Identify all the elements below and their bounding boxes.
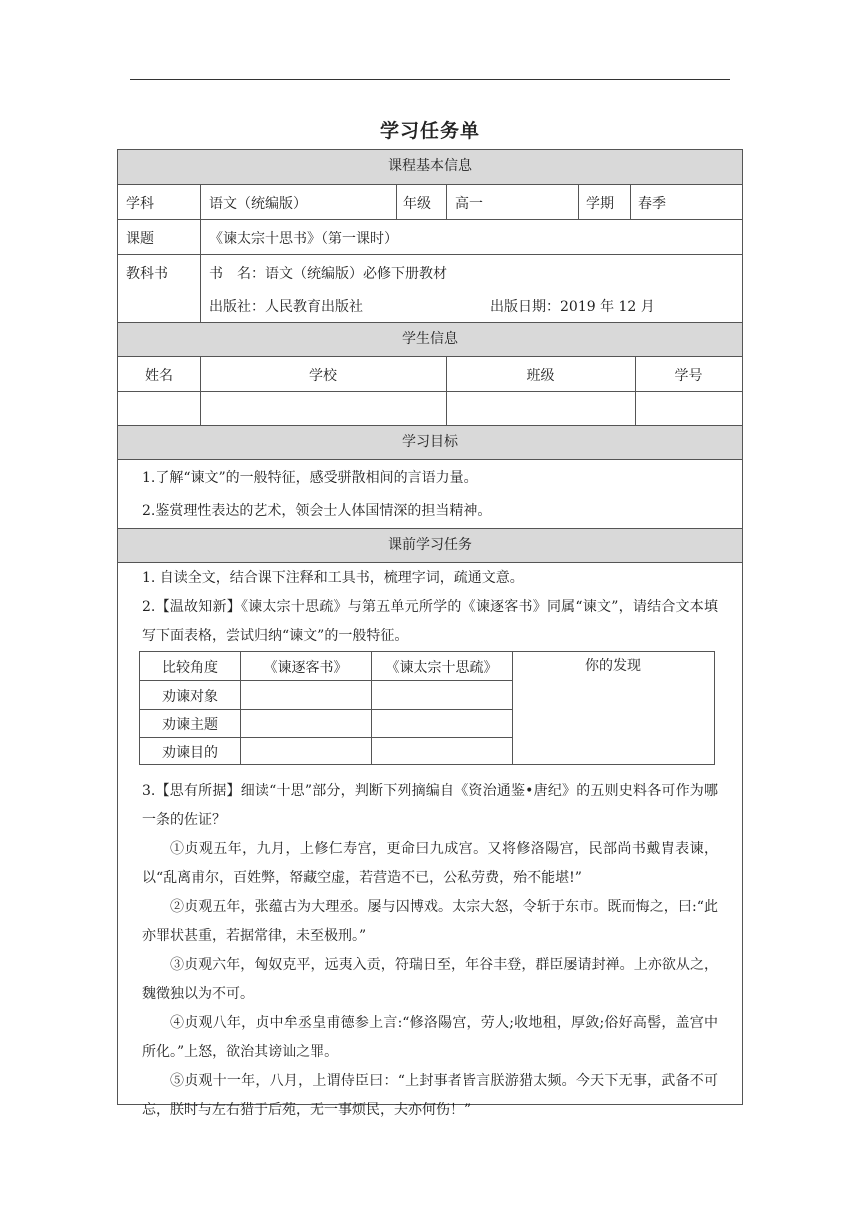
task-3: 3.【思有所据】细读“十思”部分，判断下列摘编自《资治通鉴•唐纪》的五则史料各可作为哪一条的佐证？ bbox=[142, 783, 718, 828]
divider bbox=[396, 185, 397, 219]
task-sheet-table bbox=[117, 149, 743, 1118]
divider bbox=[118, 254, 742, 255]
comparison-table bbox=[139, 651, 715, 765]
page-title: 学习任务单 bbox=[379, 120, 480, 142]
textbook-name: 书 名：语文（统编版）必修下册教材 bbox=[209, 266, 447, 282]
objective-item: 2.鉴赏理性表达的艺术，领会士人体国情深的担当精神。 bbox=[142, 503, 492, 519]
compare-header-findings: 你的发现 bbox=[585, 658, 641, 674]
compare-header-text-b: 《谏太宗十思疏》 bbox=[385, 660, 498, 676]
objectives-header: 学习目标 bbox=[118, 425, 742, 460]
divider bbox=[446, 185, 447, 219]
divider bbox=[140, 737, 512, 738]
divider bbox=[578, 185, 579, 219]
col-school: 学校 bbox=[309, 368, 337, 384]
col-class: 班级 bbox=[526, 368, 555, 384]
publish-date: 出版日期：2019 年 12 月 bbox=[490, 299, 655, 315]
col-name: 姓名 bbox=[145, 368, 173, 384]
topic-label: 课题 bbox=[126, 231, 154, 247]
task-2: 2.【温故知新】《谏太宗十思疏》与第五单元所学的《谏逐客书》同属“谏文”，请结合文本填写下面表格，尝试归纳“谏文”的一般特征。 bbox=[142, 599, 718, 644]
historical-material: ⑤贞观十一年，八月，上谓侍臣曰：“上封事者皆言朕游猎太频。今天下无事，武备不可忘，朕时与左右猎于后苑，无一事烦民，夫亦何伤！” bbox=[142, 1073, 718, 1118]
divider bbox=[140, 680, 512, 681]
pre-tasks-header: 课前学习任务 bbox=[118, 528, 742, 563]
grade-value: 高一 bbox=[455, 196, 483, 212]
compare-row-label: 劝谏主题 bbox=[162, 717, 218, 733]
historical-material: ④贞观八年，贞中牟丞皇甫德参上言:“修洛陽宫，劳人;收地租，厚敛;俗好高髻，盖宫中所化。”上怒，欲治其谤讪之罪。 bbox=[142, 1015, 718, 1060]
compare-row-label: 劝谏目的 bbox=[162, 745, 218, 761]
divider bbox=[630, 185, 631, 219]
subject-label: 学科 bbox=[126, 196, 154, 212]
header-rule bbox=[130, 79, 730, 80]
term-value: 春季 bbox=[638, 196, 666, 212]
col-student-id: 学号 bbox=[674, 368, 703, 384]
task-1: 1. 自读全文，结合课下注释和工具书，梳理字词，疏通文意。 bbox=[142, 570, 524, 586]
compare-header-angle: 比较角度 bbox=[162, 660, 218, 676]
compare-row-label: 劝谏对象 bbox=[162, 689, 218, 705]
historical-material: ③贞观六年，匈奴克平，远夷入贡，符瑞日至，年谷丰登，群臣屡请封禅。上亦欲从之，魏徵独以为不可。 bbox=[142, 957, 718, 1002]
topic-value: 《谏太宗十思书》（第一课时） bbox=[209, 231, 398, 247]
grade-label: 年级 bbox=[403, 196, 431, 212]
class-input-cell[interactable] bbox=[448, 393, 633, 423]
objective-item: 1.了解“谏文”的一般特征，感受骈散相间的言语力量。 bbox=[142, 470, 478, 486]
student-id-input-cell[interactable] bbox=[637, 393, 740, 423]
divider bbox=[118, 391, 742, 392]
divider bbox=[140, 709, 512, 710]
compare-header-text-a: 《谏逐客书》 bbox=[263, 660, 348, 676]
textbook-label: 教科书 bbox=[126, 266, 168, 282]
school-input-cell[interactable] bbox=[202, 393, 444, 423]
course-info-header: 课程基本信息 bbox=[118, 150, 742, 185]
name-input-cell[interactable] bbox=[120, 393, 198, 423]
historical-material: ①贞观五年，九月，上修仁寿宫，更命曰九成宫。又将修洛陽宫，民部尚书戴胄表谏，以“乱离甫尔，百姓弊，帑藏空虚，若营造不已，公私劳费，殆不能堪!” bbox=[142, 841, 718, 886]
term-label: 学期 bbox=[586, 196, 614, 212]
historical-material: ②贞观五年，张蕴古为大理丞。屡与囚博戏。太宗大怒，令斩于东市。既而悔之，曰:“此亦罪状甚重，若据常律，未至极刑。” bbox=[142, 899, 718, 944]
subject-value: 语文（统编版） bbox=[209, 196, 307, 212]
divider bbox=[118, 219, 742, 220]
student-info-header: 学生信息 bbox=[118, 322, 742, 357]
publisher: 出版社：人民教育出版社 bbox=[209, 299, 363, 315]
